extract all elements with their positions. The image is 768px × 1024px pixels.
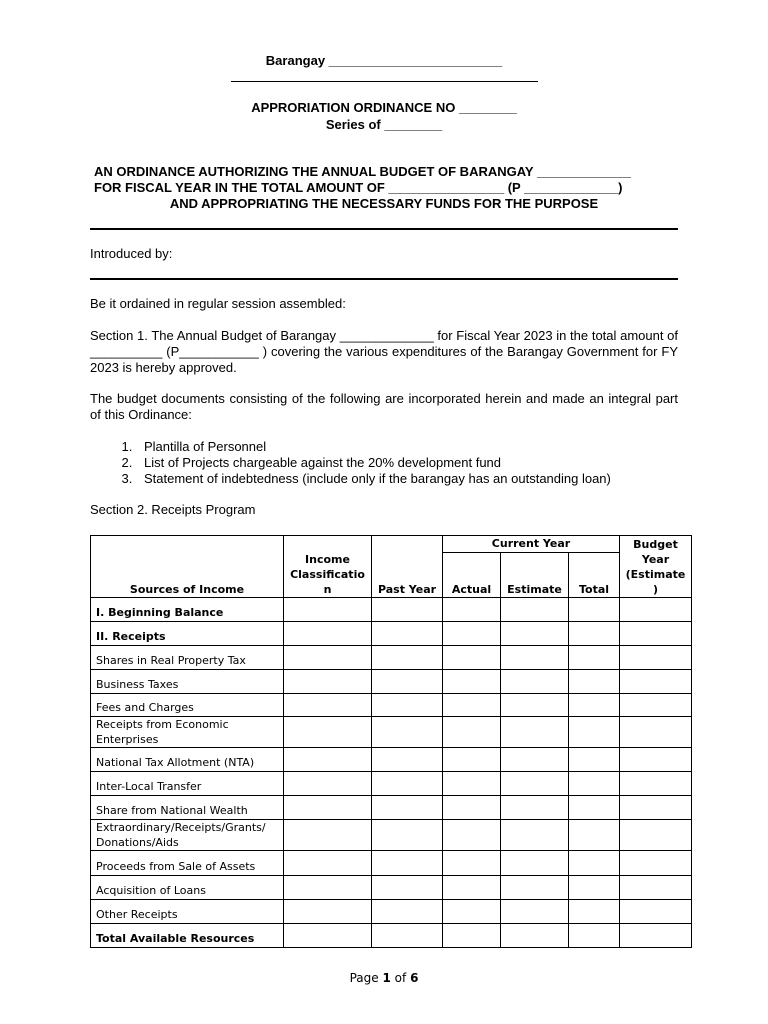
row-value-cell (501, 694, 569, 717)
row-value-cell (569, 717, 620, 748)
section-1: Section 1. The Annual Budget of Barangay _____________ for Fiscal Year 2023 in the total amount of __________ (P___________ ) covering the various expenditures of the Barangay Government for FY 2023 is hereby approved. (90, 328, 678, 375)
row-value-cell (443, 772, 501, 796)
row-label: Shares in Real Property Tax (91, 646, 284, 670)
title-line-1: AN ORDINANCE AUTHORIZING THE ANNUAL BUDGET OF BARANGAY _____________ (94, 164, 631, 179)
table-row (91, 622, 692, 646)
row-value-cell (569, 876, 620, 900)
row-value-cell (620, 772, 692, 796)
table-row (91, 646, 692, 670)
row-value-cell (569, 622, 620, 646)
row-value-cell (443, 820, 501, 851)
series-line: Series of ________ (325, 117, 443, 132)
table-row (91, 900, 692, 924)
row-value-cell (372, 876, 443, 900)
row-value-cell (501, 646, 569, 670)
row-label: Total Available Resources (91, 924, 284, 948)
row-label: I. Beginning Balance (91, 598, 284, 622)
header-total: Total (569, 552, 620, 597)
row-value-cell (443, 694, 501, 717)
row-value-cell (620, 622, 692, 646)
row-value-cell (284, 622, 372, 646)
list-item: 3. Statement of indebtedness (include only if the barangay has an outstanding loan) (136, 471, 710, 487)
budget-documents-text: The budget documents consisting of the following are incorporated herein and made an integral part of this Ordinance: (90, 391, 678, 422)
row-value-cell (501, 670, 569, 694)
row-label: Proceeds from Sale of Assets (91, 851, 284, 876)
row-value-cell (284, 694, 372, 717)
introduced-by: Introduced by: (90, 246, 173, 261)
section-2: Section 2. Receipts Program (90, 502, 256, 517)
row-value-cell (443, 748, 501, 772)
row-value-cell (620, 646, 692, 670)
row-value-cell (372, 598, 443, 622)
row-value-cell (443, 622, 501, 646)
row-value-cell (284, 748, 372, 772)
row-value-cell (569, 900, 620, 924)
row-value-cell (284, 598, 372, 622)
row-value-cell (284, 796, 372, 820)
row-label: Inter-Local Transfer (91, 772, 284, 796)
header-past-year: Past Year (372, 536, 443, 598)
row-value-cell (501, 851, 569, 876)
row-value-cell (443, 900, 501, 924)
row-value-cell (620, 717, 692, 748)
row-value-cell (443, 670, 501, 694)
row-value-cell (501, 924, 569, 948)
row-value-cell (284, 670, 372, 694)
header-budget-year: Budget Year (Estimate ) (620, 536, 692, 598)
row-value-cell (501, 717, 569, 748)
signature-rule (231, 81, 538, 82)
row-value-cell (620, 598, 692, 622)
row-value-cell (443, 924, 501, 948)
row-value-cell (501, 622, 569, 646)
row-value-cell (569, 694, 620, 717)
budget-documents-list (110, 439, 710, 487)
row-value-cell (443, 646, 501, 670)
row-value-cell (372, 900, 443, 924)
header-income-classification: Income Classificatio n (284, 536, 372, 598)
row-value-cell (284, 924, 372, 948)
row-value-cell (372, 622, 443, 646)
row-value-cell (620, 796, 692, 820)
row-value-cell (443, 796, 501, 820)
introduced-divider (90, 278, 678, 280)
table-row (91, 670, 692, 694)
row-value-cell (569, 772, 620, 796)
row-value-cell (620, 924, 692, 948)
row-value-cell (569, 796, 620, 820)
row-value-cell (501, 748, 569, 772)
header-actual: Actual (443, 552, 501, 597)
row-label: Fees and Charges (91, 694, 284, 717)
table-row (91, 796, 692, 820)
page-label: Page (349, 971, 379, 985)
row-value-cell (501, 820, 569, 851)
row-value-cell (501, 900, 569, 924)
row-value-cell (372, 694, 443, 717)
row-value-cell (569, 924, 620, 948)
row-value-cell (620, 820, 692, 851)
row-value-cell (284, 772, 372, 796)
row-value-cell (372, 851, 443, 876)
table-row (91, 598, 692, 622)
row-value-cell (501, 796, 569, 820)
row-value-cell (569, 748, 620, 772)
row-label: Receipts from Economic Enterprises (91, 717, 284, 748)
receipts-rows (91, 598, 692, 948)
header-current-year: Current Year (443, 536, 620, 553)
page-total: 6 (410, 971, 419, 985)
row-value-cell (569, 646, 620, 670)
list-item: 2. List of Projects chargeable against the 20% development fund (136, 455, 710, 471)
table-row (91, 820, 692, 851)
list-item: 1. Plantilla of Personnel (136, 439, 710, 455)
row-value-cell (372, 717, 443, 748)
row-value-cell (443, 717, 501, 748)
barangay-line: Barangay ________________________ (265, 53, 503, 68)
row-value-cell (372, 670, 443, 694)
table-row (91, 924, 692, 948)
row-label: Acquisition of Loans (91, 876, 284, 900)
header-sources: Sources of Income (91, 536, 284, 598)
row-value-cell (620, 694, 692, 717)
row-value-cell (569, 670, 620, 694)
page-current: 1 (382, 971, 391, 985)
receipts-program-table (90, 535, 692, 948)
row-value-cell (501, 876, 569, 900)
table-row (91, 851, 692, 876)
row-value-cell (620, 900, 692, 924)
row-value-cell (284, 820, 372, 851)
row-label: Extraordinary/Receipts/Grants/ Donations/Aids (91, 820, 284, 851)
table-row (91, 876, 692, 900)
table-row (91, 748, 692, 772)
row-value-cell (284, 851, 372, 876)
row-value-cell (569, 820, 620, 851)
row-label: Share from National Wealth (91, 796, 284, 820)
row-value-cell (443, 598, 501, 622)
table-row (91, 717, 692, 748)
title-line-2: FOR FISCAL YEAR IN THE TOTAL AMOUNT OF ________________ (P _____________) (94, 180, 623, 195)
row-value-cell (501, 598, 569, 622)
row-value-cell (372, 772, 443, 796)
row-value-cell (284, 876, 372, 900)
row-value-cell (372, 924, 443, 948)
ordained-text: Be it ordained in regular session assembled: (90, 296, 346, 311)
row-value-cell (372, 646, 443, 670)
row-value-cell (284, 717, 372, 748)
row-value-cell (284, 646, 372, 670)
row-value-cell (620, 851, 692, 876)
title-line-3: AND APPROPRIATING THE NECESSARY FUNDS FOR THE PURPOSE (169, 196, 599, 211)
title-divider (90, 228, 678, 230)
row-value-cell (284, 900, 372, 924)
row-value-cell (620, 670, 692, 694)
page-footer (0, 971, 768, 985)
row-label: II. Receipts (91, 622, 284, 646)
row-value-cell (620, 748, 692, 772)
row-label: National Tax Allotment (NTA) (91, 748, 284, 772)
row-label: Other Receipts (91, 900, 284, 924)
row-value-cell (443, 876, 501, 900)
ordinance-number: APPRORIATION ORDINANCE NO ________ (251, 100, 517, 115)
table-row (91, 772, 692, 796)
row-value-cell (372, 796, 443, 820)
row-value-cell (443, 851, 501, 876)
row-value-cell (620, 876, 692, 900)
row-label: Business Taxes (91, 670, 284, 694)
of-label: of (394, 971, 407, 985)
row-value-cell (569, 851, 620, 876)
row-value-cell (501, 772, 569, 796)
row-value-cell (372, 820, 443, 851)
row-value-cell (372, 748, 443, 772)
row-value-cell (569, 598, 620, 622)
table-row (91, 694, 692, 717)
header-estimate: Estimate (501, 552, 569, 597)
